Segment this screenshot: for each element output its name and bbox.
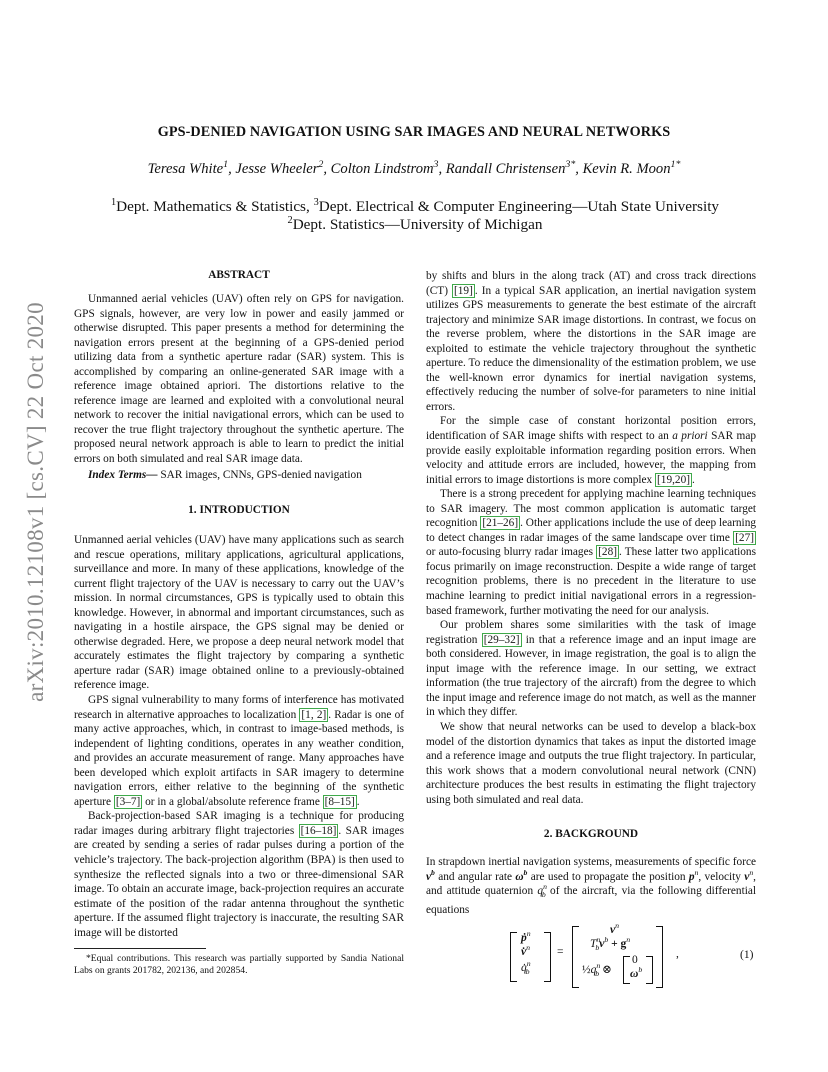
math-sup: n xyxy=(749,867,754,877)
text-run: . xyxy=(692,473,695,486)
introduction-heading: 1. INTRODUCTION xyxy=(188,504,290,516)
text-run: GPS signal vulnerability to many forms of interference has motivated research in alternative approaches to localization xyxy=(74,694,404,721)
math-symbol: v xyxy=(744,870,750,883)
text-run: . In a typical SAR application, an inertial navigation system utilizes GPS measurements to generate the best estimate of the aircraft trajectory and minimize SAR image distortions. In contrast, we focus on the reverse problem, where the distortions in the SAR image are exploited to estimate the vehicle trajectory throughout the synthetic aperture. To reduce the dimensionality of the estimation problem, we use the well-known error dynamics for inertial navigation systems, effectively reducing the number of solve-for parameters to nine initial errors. xyxy=(426,284,756,413)
author-list: Teresa White$^1$, Jesse Wheeler$^2$, Colton Lindstrom$^3$, Randall Christensen$^{3*}$, Kevin R. Moon$^{1*}$ xyxy=(147,159,681,177)
background-paragraph-1 xyxy=(426,855,756,917)
text-run: There is a strong precedent for applying machine learning techniques to SAR imagery. The most common application is automatic target recognition xyxy=(426,488,756,530)
index-terms-text: SAR images, CNNs, GPS-denied navigation xyxy=(157,469,362,481)
right-paragraph-1 xyxy=(426,269,756,414)
text-run: , and attitude quaternion xyxy=(426,870,756,898)
math-sup: b xyxy=(523,867,528,877)
abstract-text: Unmanned aerial vehicles (UAV) often rely on GPS for navigation. GPS signals, however, are very low in power and easily jammed or otherwise disrupted. This paper presents a method for determining the navigation errors present at the beginning of a GPS-denied period utilizing data from a synthetic aperture radar (SAR) system. This is accomplished by comparing an online-generated SAR image with a reference image obtained apriori. The distortions relative to the reference image are learned and exploited with a convolutional neural network to recover the initial navigational errors, which can be used to recover the true flight trajectory throughout the synthetic aperture. The proposed neural network approach is able to learn to predict the initial errors on both simulated and real SAR image data. xyxy=(74,293,404,466)
math-symbol: p xyxy=(688,870,695,883)
rhs-row-1: $v^n$ xyxy=(610,921,620,936)
lhs-row-1: ṗ$^n$ xyxy=(521,929,531,944)
affiliation-text: Dept. Electrical & Computer Engineering—Utah State University xyxy=(318,198,720,215)
index-terms xyxy=(74,469,404,481)
author-mark: 2 xyxy=(318,159,324,171)
author-mark: 3 xyxy=(433,159,439,171)
right-column-body xyxy=(426,269,756,807)
lhs-row-2: v̇$^n$ xyxy=(521,943,531,958)
paper-title: GPS-DENIED NAVIGATION USING SAR IMAGES AND NEURAL NETWORKS xyxy=(157,124,671,140)
author-name: Colton Lindstrom xyxy=(330,161,434,177)
text-run: and angular rate xyxy=(434,870,516,883)
citation-link[interactable]: [19,20] xyxy=(657,473,690,486)
affiliation-text: Dept. Statistics—University of Michigan xyxy=(292,216,543,233)
emphasis: a priori xyxy=(672,430,708,443)
affiliation-mark: 1 xyxy=(110,196,117,208)
text-run: . Radar is one of many active approaches, which, in contrast to image-based methods, is independent of lighting conditions, operates in any weather condition, and provides an accurate measurement of range. Many approaches have been developed which exploit artifacts in SAR imagery to determine navigation errors, either relative to the beginning of the synthetic aperture xyxy=(74,708,404,808)
citation-link[interactable]: [8–15] xyxy=(324,795,355,808)
citation-link[interactable]: [19] xyxy=(454,284,473,297)
arxiv-identifier: arXiv:2010.12108v1 [cs.CV] 22 Oct 2020 xyxy=(23,302,48,702)
abstract-body xyxy=(74,292,404,467)
affiliation-mark: 2 xyxy=(287,214,293,226)
text-run: , velocity xyxy=(698,870,745,883)
rhs-right-bracket xyxy=(656,926,663,988)
text-run: In strapdown inertial navigation systems, measurements of specific force xyxy=(426,856,756,868)
intro-paragraph-3 xyxy=(74,809,404,940)
background-heading: 2. BACKGROUND xyxy=(543,828,639,840)
inner-row-2: $\omega^b$ xyxy=(630,965,643,980)
right-paragraph-4 xyxy=(426,618,756,720)
citation-link[interactable]: [1, 2] xyxy=(301,708,327,721)
citation-link[interactable]: [28] xyxy=(598,546,617,559)
math-sup: n xyxy=(694,867,699,877)
author-mark: 1* xyxy=(670,159,681,171)
math-symbol: q xyxy=(537,885,544,898)
affiliation-text: Dept. Mathematics & Statistics, xyxy=(116,198,314,215)
inner-left-bracket xyxy=(623,956,630,984)
text-run: SAR map provide easily exploitable information regarding position errors. When velocity and attitude errors are included, however, the mapping from initial errors to image distortions is more complex xyxy=(426,430,757,486)
equation-1 xyxy=(506,921,766,988)
arxiv-sidebar-stamp xyxy=(16,282,56,722)
math-sub: b xyxy=(541,890,546,900)
right-paragraph-5: We show that neural networks can be used to develop a black-box model of the distortion dynamics that takes as input the distorted image and a reference image and outputs the true flight trajectory. In particular, this work shows that a modern convolutional neural network (CNN) architecture produces the best results in estimating the flight trajectory using both simulated and real data. xyxy=(426,720,756,806)
right-paragraph-2 xyxy=(426,414,756,487)
text-run: by shifts and blurs in the along track (AT) and cross track directions (CT) xyxy=(426,270,756,297)
index-terms-label: Index Terms— xyxy=(88,469,158,481)
text-run: . SAR images are created by sending a series of radar pulses during a portion of the vehicle’s trajectory. The back-projection algorithm (BPA) is then used to synthesize the reflected signals into a two or three-dimensional SAR image. To obtain an accurate image, back-projection requires an accurate estimate of the position of the radar antenna throughout the synthetic aperture. If the assumed flight trajectory is inaccurate, the resulting SAR image will be distorted xyxy=(74,824,404,939)
affiliation-mark: 3 xyxy=(313,196,319,208)
citation-link[interactable]: [29–32] xyxy=(483,633,520,646)
math-sup: n xyxy=(543,882,547,892)
author-mark: 3* xyxy=(565,159,576,171)
footnote-rule xyxy=(74,948,206,949)
author-name: Jesse Wheeler xyxy=(235,161,319,177)
equals-sign: = xyxy=(557,946,564,958)
author-name: Kevin R. Moon xyxy=(582,161,671,177)
text-run: Back-projection-based SAR imaging is a technique for producing radar images during arbitrary flight trajectories xyxy=(74,810,404,837)
text-run: . These latter two applications focus primarily on image reconstruction. Despite a wide range of target recognition problems, there is no precedent in the literature to use machine learning to predict initial navigational errors in a regression-based framework, further motivating the need for our analysis. xyxy=(426,546,756,617)
citation-link[interactable]: [16–18] xyxy=(300,824,337,837)
left-bracket xyxy=(510,932,517,982)
introduction-body xyxy=(74,533,404,940)
text-run: For the simple case of constant horizontal position errors, identification of SAR image shifts with respect to an xyxy=(426,415,756,443)
inner-row-1: 0 xyxy=(632,954,638,966)
author-name: Teresa White xyxy=(147,161,224,177)
math-sup: b xyxy=(431,867,435,877)
intro-paragraph-2 xyxy=(74,693,404,809)
author-mark: 1 xyxy=(223,159,229,171)
text-run: in that a reference image and an input image are both considered. However, in image registration, the goal is to align the input image with the reference image. In our setting, we extract information (the true trajectory of the aircraft) from the degree to which the input image and reference image do not match, as well as the manner in which they differ. xyxy=(426,633,756,719)
affiliation-line-1 xyxy=(40,198,790,216)
affiliation-line-2 xyxy=(40,216,790,234)
text-run: or in a global/absolute reference frame xyxy=(142,795,323,808)
text-run: of the aircraft, via the following differential equations xyxy=(426,885,756,916)
equation-comma: , xyxy=(676,948,679,960)
math-symbol: ω xyxy=(515,870,524,883)
rhs-row-3: $\frac{1}{2}q^n_b$ ⊗ xyxy=(582,961,612,979)
text-run: are used to propagate the position xyxy=(527,870,689,883)
intro-paragraph-1: Unmanned aerial vehicles (UAV) have many applications such as search and rescue operations, military applications, agricultural applications, surveillance and more. In many of these applications, knowledge of the current flight trajectory of the UAV is necessary to carry out the UAV’s mission. In normal circumstances, GPS is typically used to obtain this knowledge. However, in abnormal and important circumstances, such as navigating in a hostile airspace, the GPS signal may be denied or otherwise degraded. Here, we propose a deep neural network model that accurately estimates the flight trajectory by comparing a synthetic aperture radar (SAR) image obtained online to a previously-obtained reference image. xyxy=(74,534,404,692)
citation-link[interactable]: [21–26] xyxy=(482,517,519,530)
citation-link[interactable]: [3–7] xyxy=(115,795,141,808)
text-run: Our problem shares some similarities with the task of image registration xyxy=(426,619,756,646)
citation-link[interactable]: [27] xyxy=(735,531,754,544)
equation-number: (1) xyxy=(740,949,754,961)
text-run: or auto-focusing blurry radar images xyxy=(426,546,597,559)
math-symbol: ν xyxy=(426,870,432,883)
author-name: Randall Christensen xyxy=(445,161,566,177)
footnote: *Equal contributions. This research was partially supported by Sandia National Labs on grants 201782, 202136, and 202854. xyxy=(74,953,404,976)
background-body xyxy=(426,855,756,917)
rhs-row-2: $T^n_b\nu^b + g^n$ xyxy=(590,935,631,953)
lhs-row-3: q̇$^n_b$ xyxy=(521,959,531,977)
inner-right-bracket xyxy=(646,956,653,984)
rhs-left-bracket xyxy=(572,926,579,988)
right-paragraph-3 xyxy=(426,487,756,618)
right-bracket xyxy=(544,932,551,982)
abstract-heading: ABSTRACT xyxy=(208,269,270,281)
text-run: . xyxy=(356,795,360,808)
text-run: . Other applications include the use of deep learning to detect changes in radar images of the same landscape over time xyxy=(426,517,756,544)
